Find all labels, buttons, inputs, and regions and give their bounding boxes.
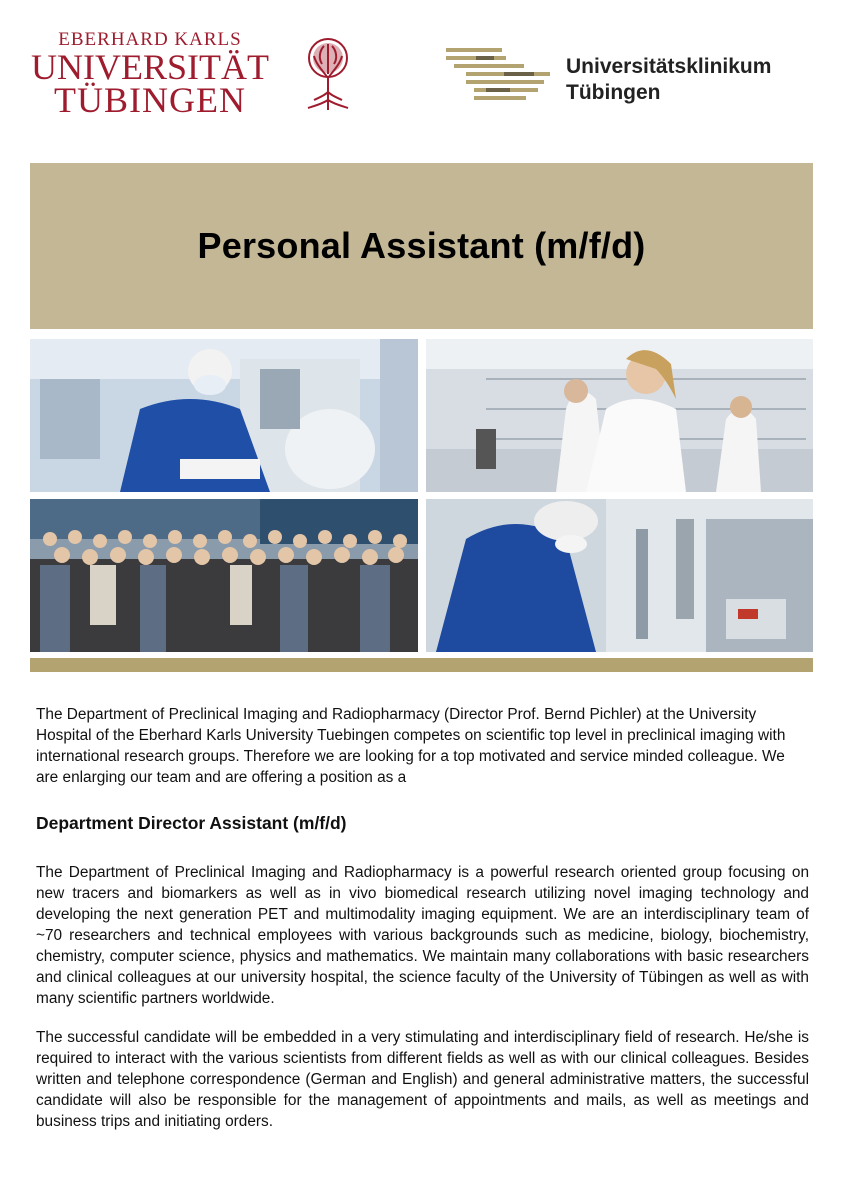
clinic-logo-line2: Tübingen bbox=[566, 81, 661, 104]
lab-scientists-pipetting-photo bbox=[426, 339, 813, 492]
clinic-logo-line1: Universitätsklinikum bbox=[566, 55, 772, 78]
title-banner bbox=[30, 163, 813, 329]
intro-paragraph bbox=[36, 704, 809, 788]
uni-logo-line1: EBERHARD KARLS bbox=[58, 29, 242, 50]
team-group-photo bbox=[30, 499, 418, 652]
uni-logo-line3: TÜBINGEN bbox=[54, 80, 246, 120]
tree-emblem-icon bbox=[302, 34, 354, 114]
candidate-description-paragraph bbox=[36, 1027, 809, 1132]
page-title: Personal Assistant (m/f/d) bbox=[197, 225, 646, 266]
gold-divider-bar bbox=[30, 658, 813, 672]
position-subheading: Department Director Assistant (m/f/d) bbox=[36, 813, 347, 833]
paragraph2-text: The successful candidate will be embedded in a very stimulating and interdisciplinary field of research. He/she is required to interact with the various scientists from different fields as well as with our clinical colleagues. Besides written and telephone correspondence (German and English) and general administrative matters, the successful candidate will also be responsible for the management of appointments and mails, as well as meetings and business trips and initiating orders. bbox=[36, 1029, 809, 1130]
intro-text: The Department of Preclinical Imaging and Radiopharmacy (Director Prof. Bernd Pichler) at the University Hospital of the Eberhard Karls University Tuebingen competes on scientific top level in preclinical imaging with international research groups. Therefore we are looking for a top motivated and service minded colleague. We are enlarging our team and are offering a position as a bbox=[36, 706, 786, 786]
clinic-logo-mark-icon bbox=[446, 46, 550, 104]
researcher-lab-equipment-photo bbox=[426, 499, 813, 652]
paragraph1-text: The Department of Preclinical Imaging and Radiopharmacy is a powerful research oriented group focusing on new tracers and biomarkers as well as in vivo biomedical research utilizing novel imaging technology and developing the next generation PET and multimodality imaging equipment. We are an interdisciplinary team of ~70 researchers and technical employees with various backgrounds such as medicine, biology, biochemistry, chemistry, computer science, physics and mathematics. We maintain many collaborations with basic researchers and clinical colleagues at our university hospital, the science faculty of the University of Tübingen as well as with many scientific partners worldwide. bbox=[36, 864, 809, 1007]
lab-worker-protective-gear-photo bbox=[30, 339, 418, 492]
clinic-logo-text bbox=[566, 54, 771, 106]
department-description-paragraph bbox=[36, 862, 809, 1009]
university-logo bbox=[28, 29, 272, 120]
uni-logo-line2: UNIVERSITÄT bbox=[31, 47, 269, 87]
